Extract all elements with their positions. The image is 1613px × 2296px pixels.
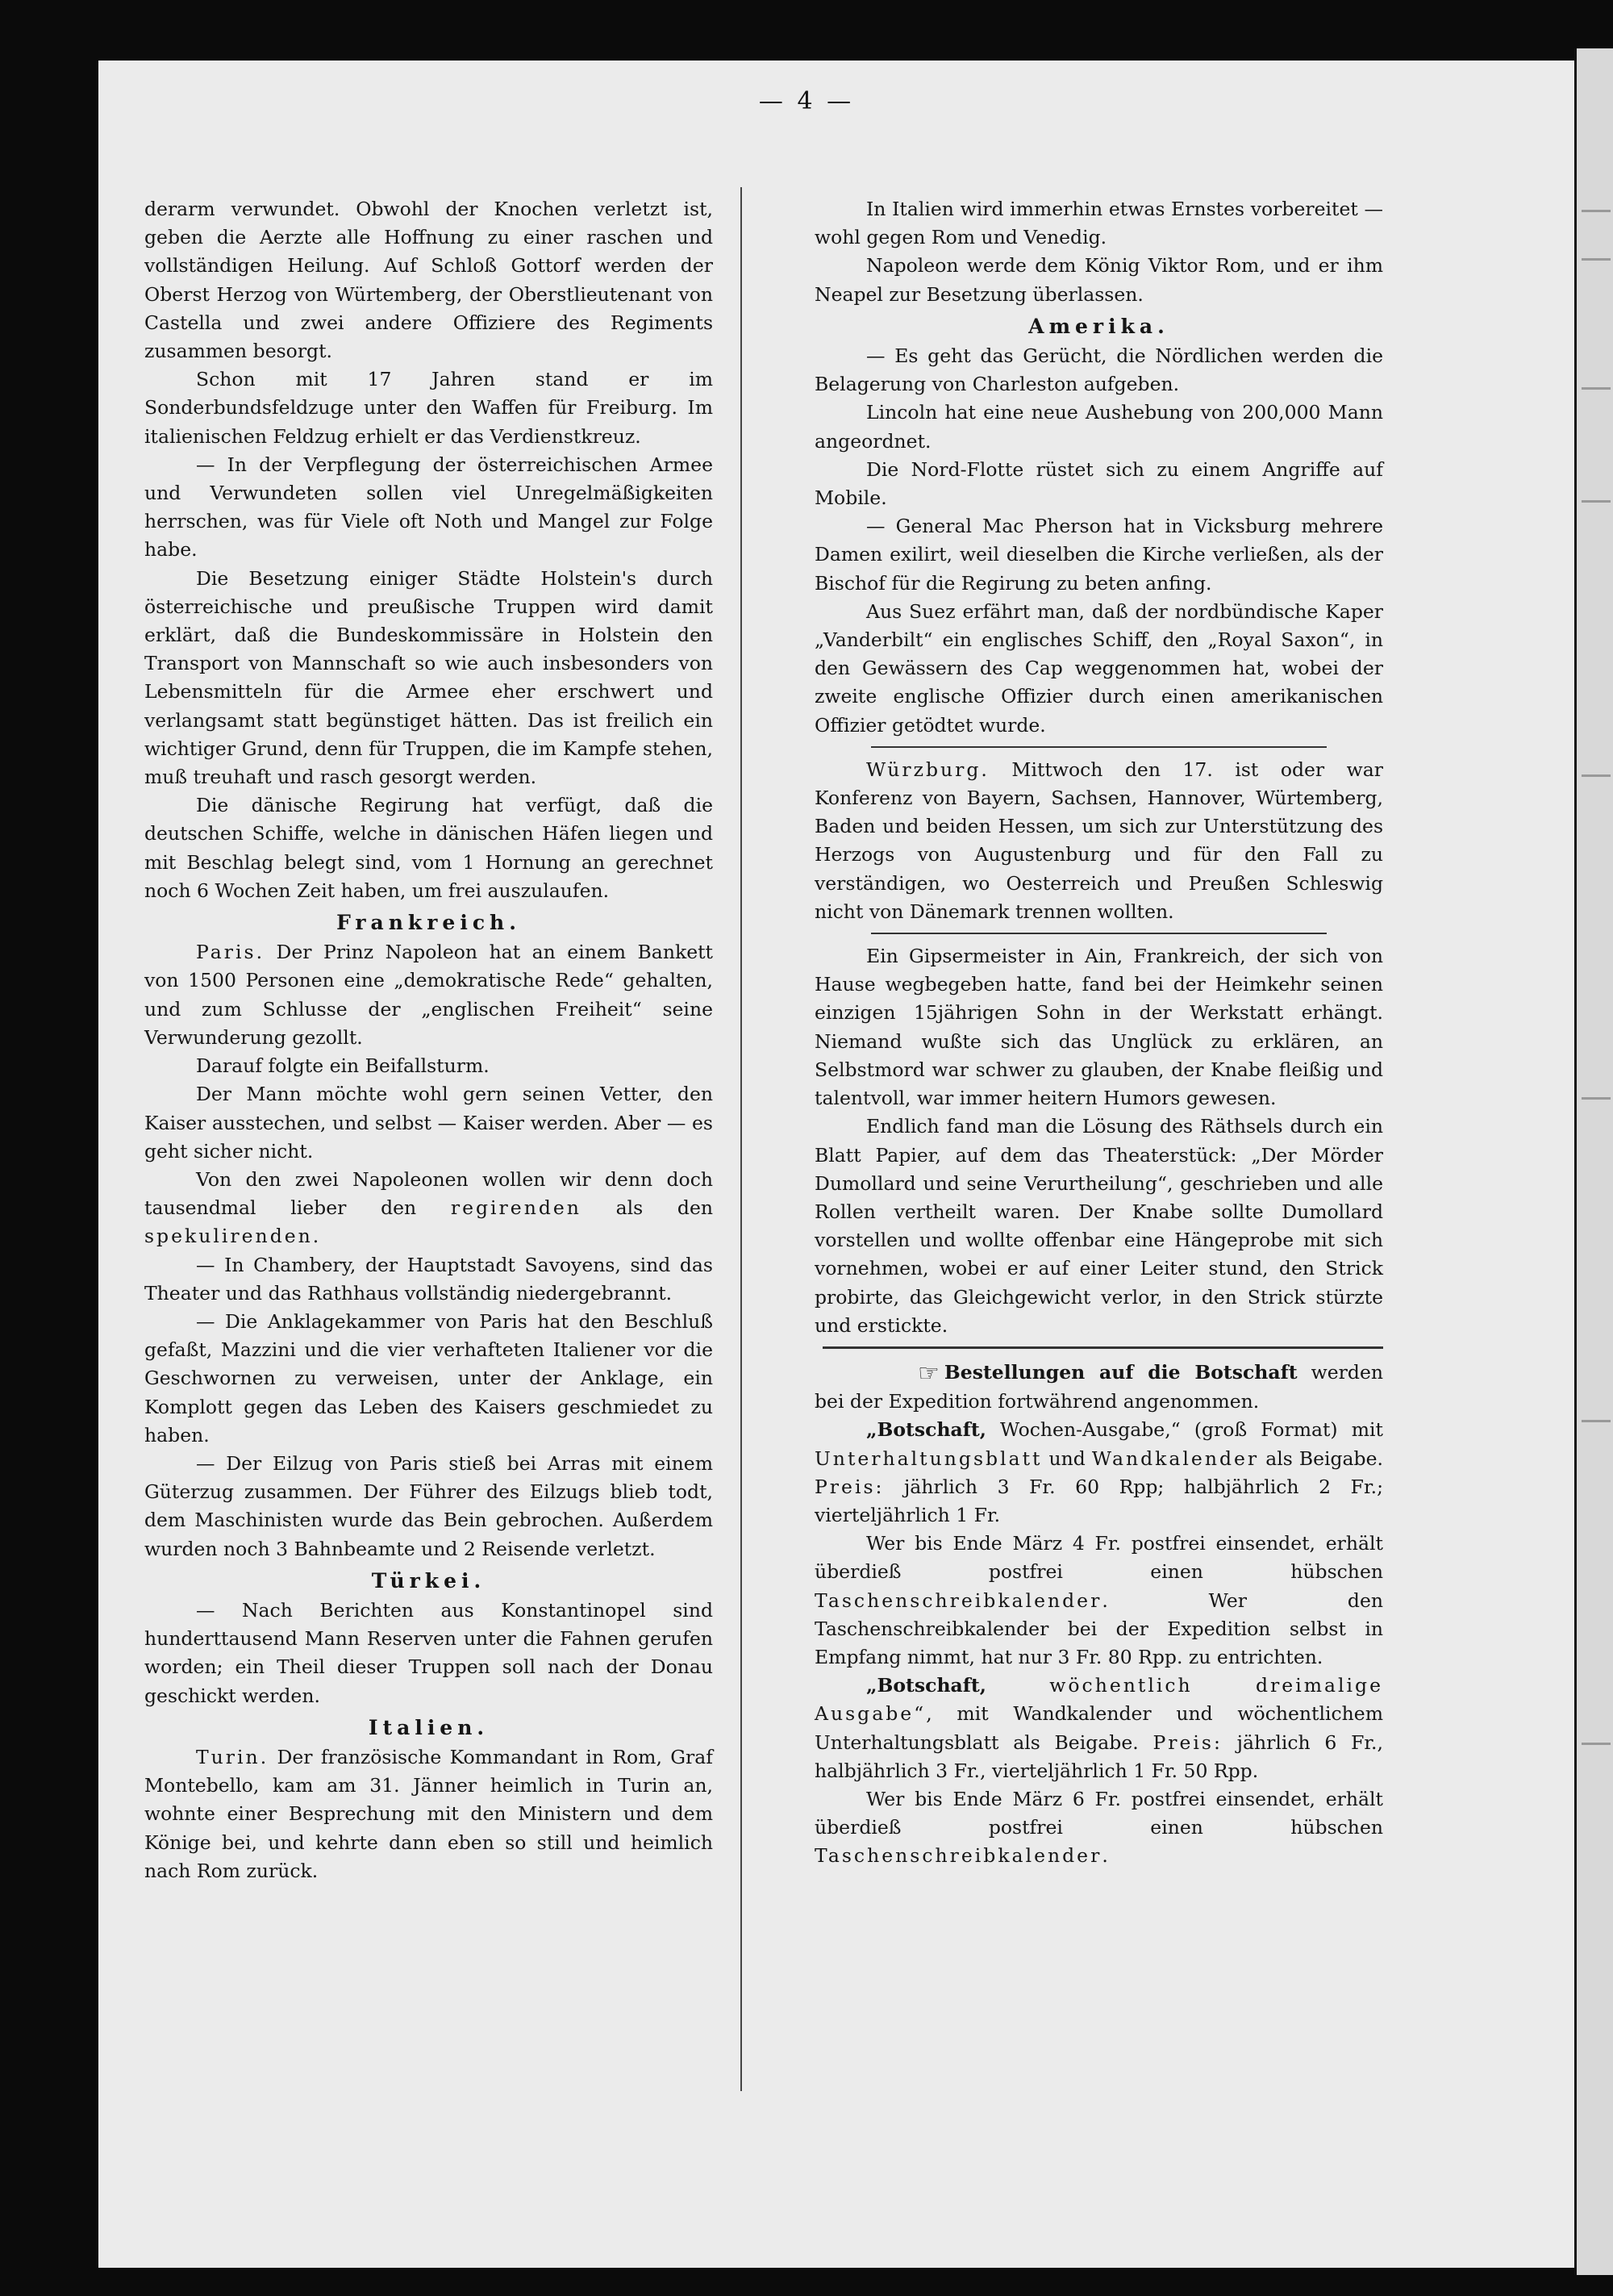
section-divider <box>871 933 1327 934</box>
article-paragraph: Die dänische Regirung hat verfügt, daß die deutschen Schiffe, welche in dänischen Häfen liegen und mit Beschlag belegt sind, vom 1 Hornung an gerechnet noch 6 Wochen Zeit haben, um frei auszulaufen. <box>144 794 713 902</box>
article-paragraph: Ein Gipsermeister in Ain, Frankreich, der sich von Hause wegbegeben hatte, fand bei der Heimkehr seinen einzigen 15jährigen Sohn in der Werkstatt erhängt. Niemand wußte sich das Unglück zu erklären, an Selbstmord war schwer zu glauben, der Knabe fleißig und talentvoll, war immer heitern Humors gewesen. <box>815 945 1383 1110</box>
article-paragraph: — In der Verpflegung der österreichischen Armee und Verwundeten sollen viel Unregelmäßigkeiten herrschen, was für Viele oft Noth und Mangel zur Folge habe. <box>144 453 713 561</box>
article-paragraph: Die Besetzung einiger Städte Holstein's durch österreichische und preußische Truppen wird damit erklärt, daß die Bundeskommissäre in Holstein den Transport von Mannschaft so wie auch insbesonders von Lebensmitteln für die Armee eher erschwert und verlangsamt statt begünstiget hätten. Das ist freilich ein wichtiger Grund, denn für Truppen, die im Kampfe stehen, muß treuhaft und rasch gesorgt werden. <box>144 566 713 789</box>
advertisement-paragraph: Wer bis Ende März 6 Fr. postfrei einsendet, erhält überdieß postfrei einen hübschen Taschenschreibkalender. <box>815 1787 1383 1868</box>
section-heading-tuerkei: Türkei. <box>371 1568 486 1593</box>
advertisement-paragraph: „Botschaft, wöchentlich dreimalige Ausgabe“, mit Wandkalender und wöchentlichem Unterhaltungsblatt als Beigabe. Preis: jährlich 6 Fr., halbjährlich 3 Fr., vierteljährlich 1 Fr. 50 Rpp. <box>815 1674 1383 1782</box>
article-paragraph: Der Mann möchte wohl gern seinen Vetter, den Kaiser ausstechen, und selbst — Kaiser werden. Aber — es geht sicher nicht. <box>144 1083 713 1163</box>
article-paragraph: Aus Suez erfährt man, daß der nordbündische Kaper „Vanderbilt“ ein englisches Schiff, den „Royal Saxon“, in den Gewässern des Cap weggenommen hat, wobei der zweite englische Offizier durch einen amerikanischen Offizier getödtet wurde. <box>815 599 1383 737</box>
article-paragraph: Lincoln hat eine neue Aushebung von 200,000 Mann angeordnet. <box>815 401 1383 453</box>
article-paragraph: Paris. Der Prinz Napoleon hat an einem Bankett von 1500 Personen eine „demokratische Rede“ gehalten, und zum Schlusse der „englischen Freiheit“ seine Verwunderung gezollt. <box>144 941 713 1049</box>
dateline: Würzburg. <box>866 758 990 781</box>
section-heading-frankreich: Frankreich. <box>336 911 521 935</box>
article-paragraph: — Es geht das Gerücht, die Nördlichen werden die Belagerung von Charleston aufgeben. <box>815 344 1383 396</box>
article-paragraph: — Die Anklagekammer von Paris hat den Beschluß gefaßt, Mazzini und die vier verhafteten Italiener vor die Geschwornen zu verweisen, unter der Anklage, ein Komplott gegen das Leben des Kaisers geschmiedet zu haben. <box>144 1309 713 1446</box>
article-paragraph: Turin. Der französische Kommandant in Rom, Graf Montebello, kam am 31. Jänner heimlich in Turin an, wohnte einer Besprechung mit den Ministern und dem Könige bei, und kehrte dann eben so still und heimlich nach Rom zurück. <box>144 1745 713 1882</box>
dateline: Turin. <box>196 1745 269 1768</box>
page-number: — 4 — <box>758 87 855 115</box>
article-paragraph: Darauf folgte ein Beifallsturm. <box>196 1054 490 1078</box>
right-column <box>815 195 1383 1871</box>
advertisement-paragraph: „Botschaft, Wochen-Ausgabe,“ (groß Format) mit Unterhaltungsblatt und Wandkalender als Beigabe. Preis: jährlich 3 Fr. 60 Rpp; halbjährlich 2 Fr.; vierteljährlich 1 Fr. <box>815 1418 1383 1526</box>
article-paragraph: Schon mit 17 Jahren stand er im Sonderbundsfeldzuge unter den Waffen für Freiburg. Im italienischen Feldzug erhielt er das Verdienstkreuz. <box>144 368 713 448</box>
section-divider <box>871 746 1327 748</box>
left-column <box>144 195 713 1885</box>
article-paragraph: Endlich fand man die Lösung des Räthsels durch ein Blatt Papier, auf dem das Theaterstück: „Der Mörder Dumollard und seine Verurtheilung“, geschrieben und alle Rollen vertheilt waren. Der Knabe sollte Dumollard vorstellen und wollte offenbar eine Hängeprobe mit sich vornehmen, wobei er auf einer Leiter stund, den Strick probirte, das Gleichgewicht verlor, in den Strick stürzte und erstickte. <box>815 1115 1383 1337</box>
article-paragraph: — Nach Berichten aus Konstantinopel sind hunderttausend Mann Reserven unter die Fahnen gerufen worden; ein Theil dieser Truppen soll nach der Donau geschickt werden. <box>144 1598 713 1707</box>
article-paragraph: Von den zwei Napoleonen wollen wir denn doch tausendmal lieber den regirenden als den spekulirenden. <box>144 1167 713 1248</box>
adjacent-page-edge <box>1574 48 1613 2275</box>
section-divider <box>823 1346 1383 1349</box>
article-paragraph: Napoleon werde dem König Viktor Rom, und er ihm Neapel zur Besetzung überlassen. <box>815 254 1383 306</box>
article-paragraph: derarm verwundet. Obwohl der Knochen verletzt ist, geben die Aerzte alle Hoffnung zu einer raschen und vollständigen Heilung. Auf Schloß Gottorf werden der Oberst Herzog von Würtemberg, der Oberstlieutenant von Castella und zwei andere Offiziere des Regiments zusammen besorgt. <box>144 198 713 363</box>
dateline: Paris. <box>196 941 265 964</box>
section-heading-italien: Italien. <box>368 1715 490 1739</box>
pointing-hand-icon: ☞ <box>918 1359 940 1388</box>
article-paragraph: In Italien wird immerhin etwas Ernstes vorbereitet — wohl gegen Rom und Venedig. <box>815 198 1383 249</box>
advertisement-paragraph: Wer bis Ende März 4 Fr. postfrei einsendet, erhält überdieß postfrei einen hübschen Taschenschreibkalender. Wer den Taschenschreibkalender bei der Expedition selbst in Empfang nimmt, hat nur 3 Fr. 80 Rpp. zu entrichten. <box>815 1532 1383 1668</box>
article-paragraph: Die Nord-Flotte rüstet sich zu einem Angriffe auf Mobile. <box>815 457 1383 510</box>
advertisement-paragraph: ☞ Bestellungen auf die Botschaft werden bei der Expedition fortwährend angenommen. <box>815 1359 1383 1413</box>
article-paragraph: — Der Eilzug von Paris stieß bei Arras mit einem Güterzug zusammen. Der Führer des Eilzugs blieb todt, dem Maschinisten wurde das Bein gebrochen. Außerdem wurden noch 3 Bahnbeamte und 2 Reisende verletzt. <box>144 1451 713 1560</box>
article-paragraph: — In Chambery, der Hauptstadt Savoyens, sind das Theater und das Rathhaus vollständig niedergebrannt. <box>144 1253 713 1305</box>
section-heading-amerika: Amerika. <box>1028 314 1169 338</box>
column-divider <box>740 187 742 2091</box>
article-paragraph: Würzburg. Mittwoch den 17. ist oder war Konferenz von Bayern, Sachsen, Hannover, Würtemberg, Baden und beiden Hessen, um sich zur Unterstützung des Herzogs von Augustenburg und für den Fall zu verständigen, wo Oesterreich und Preußen Schleswig nicht von Dänemark trennen wollten. <box>815 758 1383 923</box>
article-paragraph: — General Mac Pherson hat in Vicksburg mehrere Damen exilirt, weil dieselben die Kirche verließen, als der Bischof für die Regirung zu beten anfing. <box>815 515 1383 595</box>
